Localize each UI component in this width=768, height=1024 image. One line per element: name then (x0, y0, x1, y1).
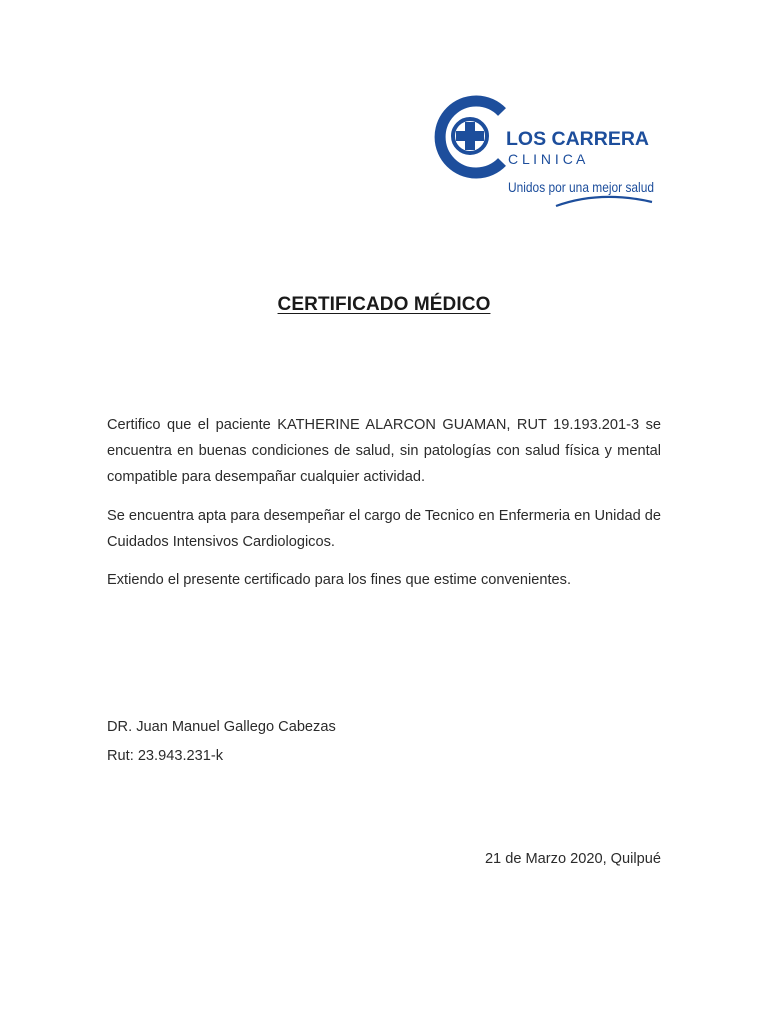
paragraph-text: Extiendo el presente certificado para los fines que estime convenientes. (107, 572, 572, 588)
document-title: CERTIFICADO MÉDICO (277, 294, 491, 315)
logo-swoosh (556, 197, 652, 206)
paragraph-certification (107, 412, 661, 501)
paragraph-text: Certifico que el paciente KATHERINE ALARCON GUAMAN, RUT 19.193.201-3 se encuentra en buenas condiciones de salud, sin patologías con salud física y mental compatible para desempañar cualquier actividad. (107, 417, 661, 485)
clinic-logo-graphic (430, 98, 662, 214)
signatory-rut: Rut: 23.943.231-k (107, 748, 224, 764)
logo-cross-horizontal (456, 131, 484, 141)
logo-brand-subtitle: C L I N I C A (508, 151, 586, 167)
logo-brand-name: LOS CARRERA (506, 128, 650, 150)
clinic-logo (430, 98, 662, 214)
paragraph-position (107, 503, 661, 566)
date-place: 21 de Marzo 2020, Quilpué (484, 851, 661, 867)
paragraph-text: Se encuentra apta para desempeñar el cargo de Tecnico en Enfermeria en Unidad de Cuidados Intensivos Cardiologicos. (107, 508, 661, 550)
paragraph-closing (107, 567, 661, 604)
signatory-name: DR. Juan Manuel Gallego Cabezas (107, 719, 336, 735)
logo-tagline: Unidos por una mejor salud (508, 179, 654, 195)
